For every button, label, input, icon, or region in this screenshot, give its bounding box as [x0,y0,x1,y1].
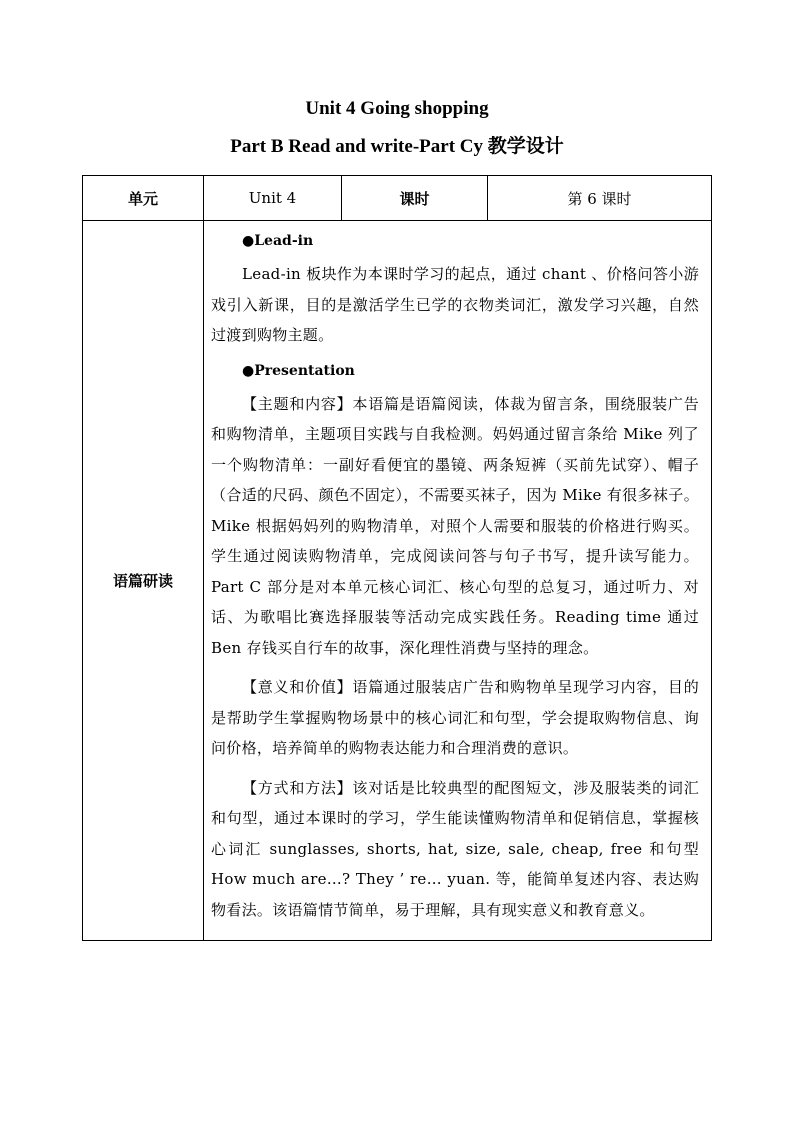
lesson-label-cell: 课时 [342,176,488,221]
text-analysis-row [83,221,712,941]
unit-value-cell: Unit 4 [204,176,342,221]
leadin-heading: ●Lead-in [242,233,314,249]
presentation-heading: ●Presentation [242,362,355,379]
method-paragraph: 【方式和方法】该对话是比较典型的配图短文，涉及服装类的词汇和句型，通过本课时的学习，学生能读懂购物清单和促销信息，掌握核心词汇 sunglasses, shorts, hat, size, sale, cheap, free 和句型 How much are…? They ’ re… yuan. 等，能简单复述内容、表达购物看法。该语篇情节简单，易于理解，具有现实意义和教育意义。 [211,778,699,919]
document-title: Unit 4 Going shopping [305,98,489,119]
unit-label-cell: 单元 [83,176,204,221]
lesson-value-cell: 第 6 课时 [488,176,712,221]
section-content-cell [204,221,712,941]
document-subtitle: Part B Read and write-Part Cy 教学设计 [230,136,564,157]
theme-content-paragraph: 【主题和内容】本语篇是语篇阅读，体裁为留言条，围绕服装广告和购物清单，主题项目实践与自我检测。妈妈通过留言条给 Mike 列了一个购物清单：一副好看便宜的墨镜、两条短裤（买前先试穿）、帽子（合适的尺码、颜色不固定），不需要买袜子，因为 Mike 有很多袜子。Mike 根据妈妈列的购物清单，对照个人需要和服装的价格进行购买。学生通过阅读购物清单，完成阅读问答与句子书写，提升读写能力。Part C 部分是对本单元核心词汇、核心句型的总复习，通过听力、对话、为歌唱比赛选择服装等活动完成实践任务。Reading time 通过 Ben 存钱买自行车的故事，深化理性消费与坚持的理念。 [211,394,699,657]
lesson-plan-table [82,175,712,941]
table-header-row [83,176,712,221]
leadin-paragraph: Lead-in 板块作为本课时学习的起点，通过 chant 、价格问答小游戏引入新课，目的是激活学生已学的衣物类词汇，激发学习兴趣，自然过渡到购物主题。 [211,265,699,344]
meaning-value-paragraph: 【意义和价值】语篇通过服装店广告和购物单呈现学习内容，目的是帮助学生掌握购物场景中的核心词汇和句型，学会提取购物信息、询问价格，培养简单的购物表达能力和合理消费的意识。 [211,678,699,757]
section-label-cell: 语篇研读 [83,221,204,941]
